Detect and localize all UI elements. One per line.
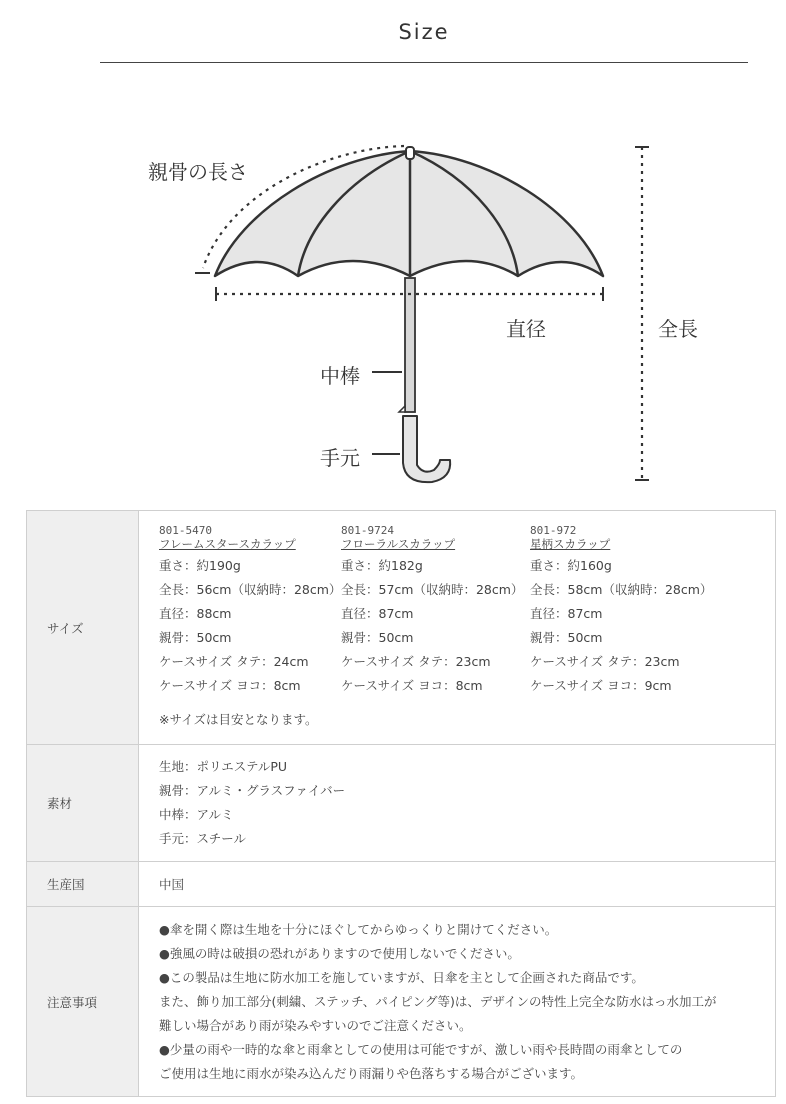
size-row (27, 511, 776, 745)
rib-length-label: 親骨の長さ (148, 160, 248, 184)
size-content (139, 511, 776, 745)
model-spec: 親骨：50cm (341, 630, 414, 645)
material-line: 親骨：アルミ・グラスファイバー (159, 783, 346, 798)
model-spec: ケースサイズ ヨコ：8cm (159, 678, 301, 693)
caution-line: ●強風の時は破損の恐れがありますので使用しないでください。 (159, 945, 520, 961)
umbrella-runner-clip (399, 406, 405, 412)
umbrella-tip (406, 147, 414, 159)
caution-line: ●傘を開く際は生地を十分にほぐしてからゆっくりと開けてください。 (159, 921, 558, 937)
origin-header: 生産国 (27, 862, 139, 907)
model-spec: ケースサイズ タテ：23cm (530, 654, 680, 669)
page-title: Size (398, 20, 450, 44)
title-divider (100, 62, 748, 63)
shaft-label: 中棒 (320, 364, 360, 388)
material-content (139, 745, 776, 862)
caution-line: ●少量の雨や一時的な傘と雨傘としての使用は可能ですが、激しい雨や長時間の雨傘としての (159, 1041, 683, 1057)
model-spec: 直径：88cm (159, 606, 232, 621)
umbrella-handle (403, 416, 450, 482)
origin-value: 中国 (139, 862, 776, 907)
model-spec: 全長：56cm（収納時：28cm） (159, 582, 342, 597)
model-spec: 全長：58cm（収納時：28cm） (530, 582, 713, 597)
model-spec: ケースサイズ タテ：23cm (341, 654, 491, 669)
model-column (341, 525, 530, 698)
material-row (27, 745, 776, 862)
model-spec: 重さ：約190g (159, 558, 241, 573)
model-spec: 親骨：50cm (159, 630, 232, 645)
model-spec: 全長：57cm（収納時：28cm） (341, 582, 524, 597)
model-name: 星柄スカラップ (530, 537, 611, 551)
origin-row (27, 862, 776, 907)
material-line: 中棒：アルミ (159, 807, 234, 822)
model-column (530, 525, 730, 698)
model-code: 801-9724 (341, 524, 394, 537)
model-spec: 重さ：約182g (341, 558, 423, 573)
caution-line: ●この製品は生地に防水加工を施していますが、日傘を主として企画された商品です。 (159, 969, 644, 985)
handle-label: 手元 (320, 446, 360, 470)
caution-line: また、飾り加工部分(刺繍、ステッチ、パイピング等)は、デザインの特性上完全な防水はっ水加工が (159, 993, 717, 1009)
umbrella-shaft (405, 278, 415, 412)
caution-content (139, 907, 776, 1097)
umbrella-illustration (0, 120, 786, 490)
material-line: 手元：スチール (159, 831, 247, 846)
size-header: サイズ (27, 511, 139, 745)
caution-line: ご使用は生地に雨水が染み込んだり雨漏りや色落ちする場合がございます。 (159, 1065, 584, 1081)
model-name: フローラルスカラップ (341, 537, 456, 551)
model-code: 801-972 (530, 524, 577, 537)
material-line: 生地：ポリエステルPU (159, 759, 288, 774)
model-spec: ケースサイズ タテ：24cm (159, 654, 309, 669)
model-spec: 直径：87cm (341, 606, 414, 621)
caution-row (27, 907, 776, 1097)
model-column (159, 525, 341, 698)
spec-table (26, 510, 776, 1097)
model-code: 801-5470 (159, 524, 212, 537)
material-header: 素材 (27, 745, 139, 862)
umbrella-diagram (0, 120, 786, 490)
model-name: フレームスタースカラップ (159, 537, 296, 551)
model-list (159, 525, 765, 698)
size-note: ※サイズは目安となります。 (159, 712, 318, 727)
model-spec: 重さ：約160g (530, 558, 612, 573)
model-spec: ケースサイズ ヨコ：8cm (341, 678, 483, 693)
model-spec: ケースサイズ ヨコ：9cm (530, 678, 672, 693)
model-spec: 直径：87cm (530, 606, 603, 621)
diameter-label: 直径 (506, 317, 546, 341)
total-length-label: 全長 (658, 317, 698, 341)
caution-line: 難しい場合があり雨が染みやすいのでご注意ください。 (159, 1017, 472, 1033)
caution-header: 注意事項 (27, 907, 139, 1097)
model-spec: 親骨：50cm (530, 630, 603, 645)
